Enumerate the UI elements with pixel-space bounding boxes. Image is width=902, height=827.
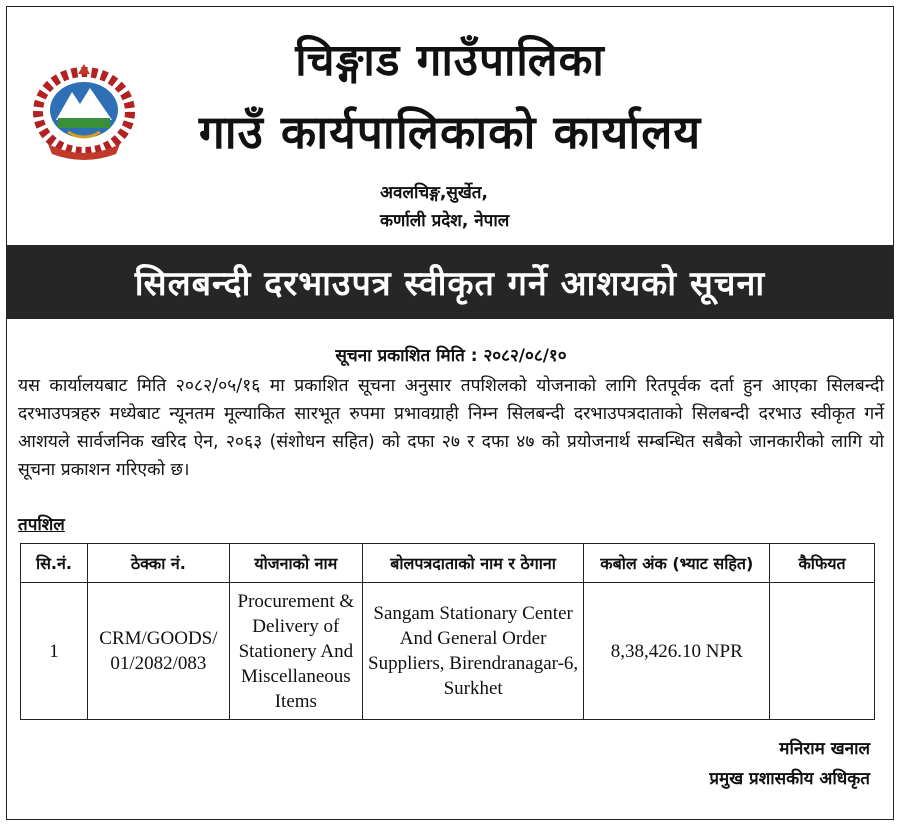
cell-amount: 8,38,426.10 NPR [584,583,770,720]
cell-bidder: Sangam Stationary Center And General Order Suppliers, Birendranagar-6, Surkhet [362,583,584,720]
table-header-row [21,544,875,583]
col-header-bidder: बोलपत्रदाताको नाम र ठेगाना [362,544,584,583]
office-title: गाउँ कार्यपालिकाको कार्यालय [198,105,702,159]
cell-contract-no: CRM/GOODS/ 01/2082/083 [87,583,229,720]
published-date: सूचना प्रकाशित मिति : २०८२/०८/१० [335,346,567,366]
signatory-designation: प्रमुख प्रशासकीय अधिकृत [709,769,870,789]
notice-body: यस कार्यालयबाट मिति २०८२/०५/१६ मा प्रकाशित सूचना अनुसार तपशिलको योजनाको लागि रितपूर्वक दर्ता हुन आएका सिलबन्दी दरभाउपत्रहरु मध्येबाट न्यूनतम मूल्याकित सारभूत रुपमा प्रभावग्राही निम्न सिलबन्दी दरभाउपत्रदाताको सिलबन्दी दरभाउ स्वीकृत गर्ने आशयले सार्वजनिक खरिद ऐन, २०६३ (संशोधन सहित) को दफा २७ र दफा ४७ को प्रयोजनार्थ सम्बन्धित सबैको जानकारीको लागि यो सूचना प्रकाशन गरिएको छ। [18,376,884,480]
schedule-label: तपशिल [18,515,65,535]
nepal-emblem-icon [28,62,140,162]
address-line-1: अवलचिङ्ग,सुर्खेत, [380,183,488,203]
cell-sn: 1 [21,583,88,720]
notice-banner [6,245,894,319]
col-header-sn: सि.नं. [21,544,88,583]
col-header-amount: कबोल अंक (भ्याट सहित) [584,544,770,583]
col-header-contract-no: ठेक्का नं. [87,544,229,583]
address-line-2: कर्णाली प्रदेश, नेपाल [380,211,510,231]
notice-title: सिलबन्दी दरभाउपत्र स्वीकृत गर्ने आशयको सूचना [134,264,766,304]
bid-table [20,543,875,720]
signatory-name: मनिराम खनाल [779,739,870,759]
col-header-remarks: कैफियत [770,544,875,583]
col-header-project: योजनाको नाम [229,544,362,583]
cell-remarks [770,583,875,720]
table-row [21,583,875,720]
municipality-title: चिङ्गाड गाउँपालिका [295,35,605,86]
cell-project: Procurement & Delivery of Stationery And Miscellaneous Items [229,583,362,720]
